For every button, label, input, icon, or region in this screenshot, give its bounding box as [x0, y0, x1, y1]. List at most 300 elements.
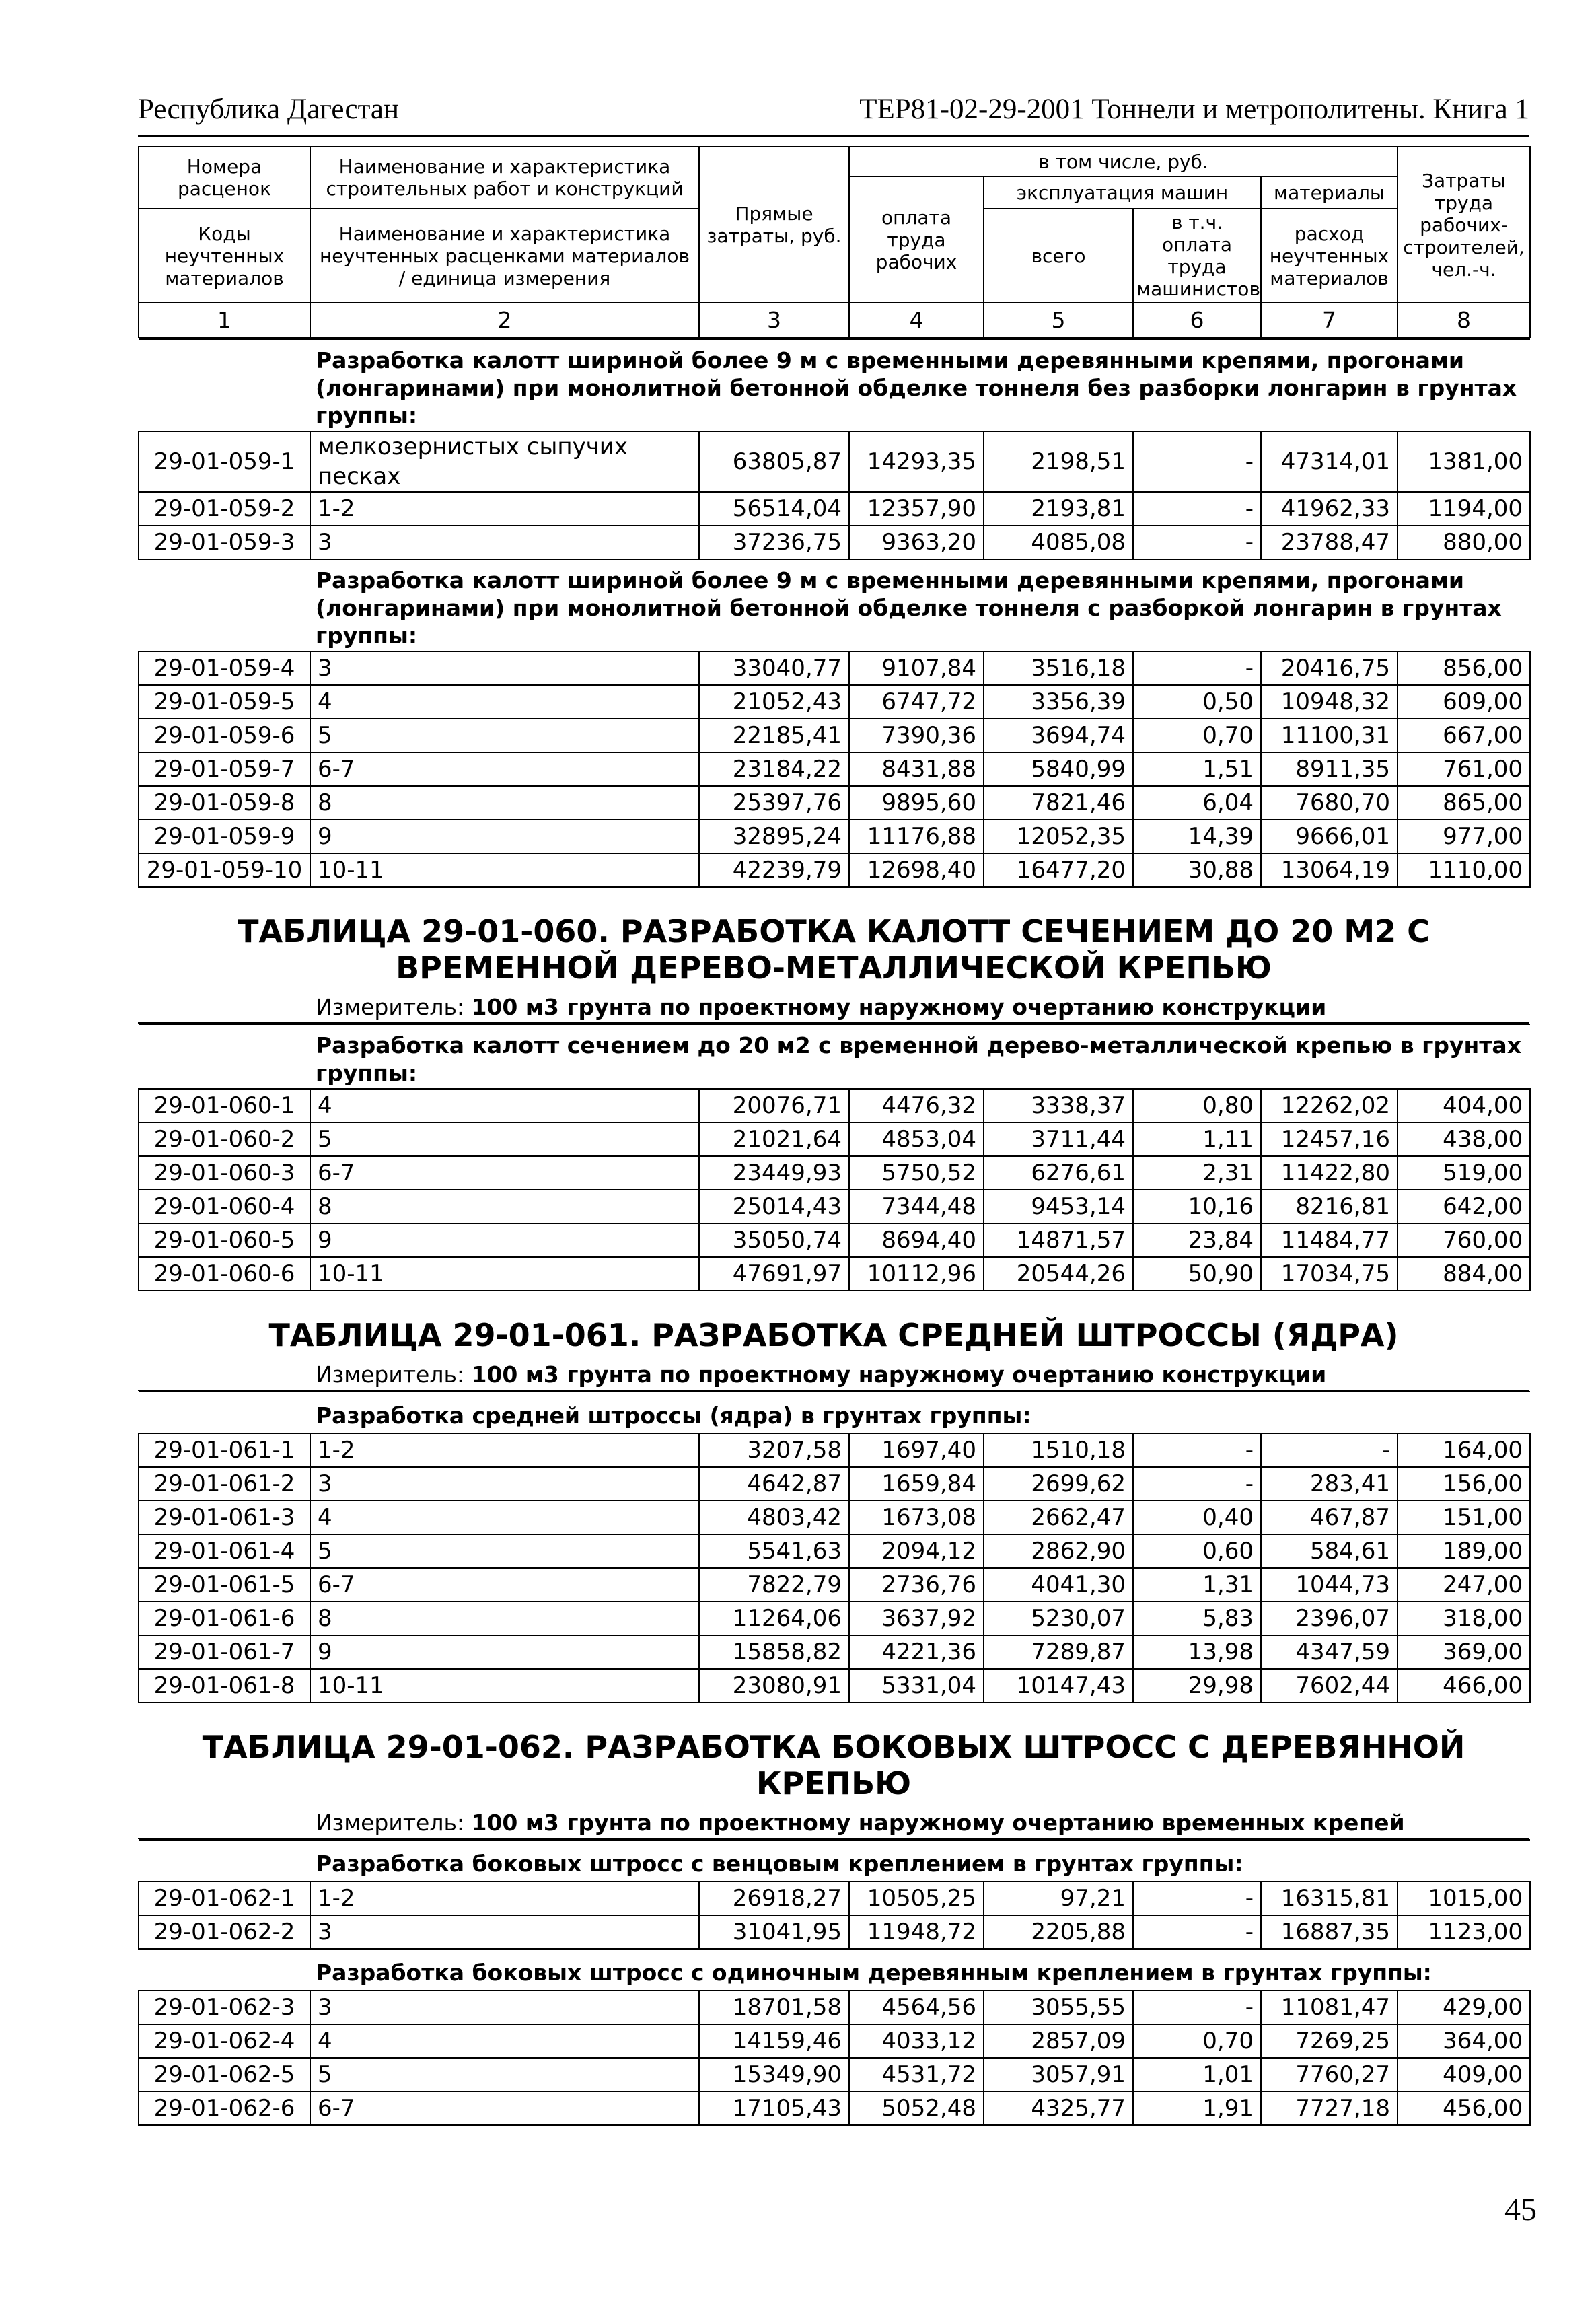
col-machinist-pay: в т.ч. оплата труда машинистов — [1133, 209, 1261, 303]
table-row — [139, 1915, 1530, 1949]
rate-value: 29,98 — [1133, 1669, 1261, 1703]
rate-value: 3516,18 — [984, 651, 1133, 685]
rate-value: 16315,81 — [1261, 1882, 1398, 1915]
col-num: 3 — [699, 303, 849, 338]
rate-code: 29-01-062-6 — [139, 2092, 310, 2125]
rate-code: 29-01-059-2 — [139, 492, 310, 526]
rate-name: 3 — [310, 1467, 699, 1501]
rate-value: 20544,26 — [984, 1257, 1133, 1291]
rate-value: 14,39 — [1133, 820, 1261, 853]
section-heading: Разработка боковых штросс с одиночным деревянным креплением в грунтах группы: — [310, 1949, 1530, 1991]
rate-value: 2662,47 — [984, 1501, 1133, 1534]
rate-value: 14159,46 — [699, 2024, 849, 2058]
rate-code: 29-01-060-6 — [139, 1257, 310, 1291]
rate-value: 9363,20 — [849, 526, 984, 559]
rate-value: - — [1133, 1467, 1261, 1501]
rate-code: 29-01-059-5 — [139, 685, 310, 719]
rate-value: 21052,43 — [699, 685, 849, 719]
rate-value: 41962,33 — [1261, 492, 1398, 526]
rate-value: 2857,09 — [984, 2024, 1133, 2058]
rate-value: 1,31 — [1133, 1568, 1261, 1602]
table-meter — [138, 1808, 1529, 1839]
rate-value: 4347,59 — [1261, 1635, 1398, 1669]
rate-value: 456,00 — [1398, 2092, 1530, 2125]
rate-name: 4 — [310, 1089, 699, 1122]
table-title: ТАБЛИЦА 29-01-062. РАЗРАБОТКА БОКОВЫХ ШТРОСС С ДЕРЕВЯННОЙ КРЕПЬЮ — [202, 1729, 1465, 1801]
section-heading: Разработка калотт сечением до 20 м2 с временной дерево-металлической крепью в грунтах группы: — [310, 1024, 1530, 1089]
rate-name: 3 — [310, 1915, 699, 1949]
rate-code: 29-01-060-4 — [139, 1190, 310, 1223]
rate-code: 29-01-059-9 — [139, 820, 310, 853]
rate-value: 23788,47 — [1261, 526, 1398, 559]
table-row — [139, 1156, 1530, 1190]
rate-value: 9895,60 — [849, 786, 984, 820]
rate-value: 10948,32 — [1261, 685, 1398, 719]
table-row — [139, 1534, 1530, 1568]
rate-value: 761,00 — [1398, 752, 1530, 786]
rate-value: 6747,72 — [849, 685, 984, 719]
rate-name: 3 — [310, 1991, 699, 2024]
rate-value: 4803,42 — [699, 1501, 849, 1534]
rate-name: 6-7 — [310, 2092, 699, 2125]
table-row — [139, 1501, 1530, 1534]
rate-value: 16887,35 — [1261, 1915, 1398, 1949]
rate-value: 1697,40 — [849, 1433, 984, 1467]
rate-value: 5840,99 — [984, 752, 1133, 786]
rate-value: 20076,71 — [699, 1089, 849, 1122]
rate-value: 25397,76 — [699, 786, 849, 820]
rate-value: 364,00 — [1398, 2024, 1530, 2058]
rate-value: 369,00 — [1398, 1635, 1530, 1669]
rate-value: 42239,79 — [699, 853, 849, 887]
rate-value: 12698,40 — [849, 853, 984, 887]
rate-name: 9 — [310, 820, 699, 853]
rate-value: 4085,08 — [984, 526, 1133, 559]
rate-value: 283,41 — [1261, 1467, 1398, 1501]
table-row — [139, 719, 1530, 752]
rate-name: 8 — [310, 1602, 699, 1635]
rate-value: 17034,75 — [1261, 1257, 1398, 1291]
rate-value: 22185,41 — [699, 719, 849, 752]
rate-value: 1110,00 — [1398, 853, 1530, 887]
table-row — [139, 853, 1530, 887]
rate-value: 977,00 — [1398, 820, 1530, 853]
rate-value: 23080,91 — [699, 1669, 849, 1703]
rate-code: 29-01-062-3 — [139, 1991, 310, 2024]
rate-value: 23184,22 — [699, 752, 849, 786]
rate-code: 29-01-062-1 — [139, 1882, 310, 1915]
rate-value: 4221,36 — [849, 1635, 984, 1669]
rates-table — [138, 1391, 1531, 1703]
rate-code: 29-01-061-5 — [139, 1568, 310, 1602]
rate-value: 5750,52 — [849, 1156, 984, 1190]
table-row — [139, 2024, 1530, 2058]
rate-value: 17105,43 — [699, 2092, 849, 2125]
rate-value: 2205,88 — [984, 1915, 1133, 1949]
rate-value: - — [1133, 1991, 1261, 2024]
rate-value: 466,00 — [1398, 1669, 1530, 1703]
table-row — [139, 1635, 1530, 1669]
rates-table — [138, 338, 1531, 888]
section-heading-row — [139, 559, 1530, 651]
rate-code: 29-01-061-4 — [139, 1534, 310, 1568]
rate-value: 1,51 — [1133, 752, 1261, 786]
rate-value: 8216,81 — [1261, 1190, 1398, 1223]
section-spacer — [139, 1840, 310, 1882]
rate-value: 438,00 — [1398, 1122, 1530, 1156]
rate-value: 7680,70 — [1261, 786, 1398, 820]
rate-value: 56514,04 — [699, 492, 849, 526]
col-materials-use: расход неучтенных материалов — [1261, 209, 1398, 303]
rate-value: 4564,56 — [849, 1991, 984, 2024]
rate-value: 429,00 — [1398, 1991, 1530, 2024]
rate-value: 5541,63 — [699, 1534, 849, 1568]
table-row — [139, 1467, 1530, 1501]
rate-value: 15858,82 — [699, 1635, 849, 1669]
rate-name: 4 — [310, 685, 699, 719]
rate-value: 37236,75 — [699, 526, 849, 559]
section-heading: Разработка калотт шириной более 9 м с временными деревянными крепями, прогонами (лонгаринами) при монолитной бетонной обделке тоннеля с разборкой лонгарин в грунтах группы: — [310, 559, 1530, 651]
section-spacer — [139, 1949, 310, 1991]
rate-value: 2094,12 — [849, 1534, 984, 1568]
table-row — [139, 1882, 1530, 1915]
rate-value: 0,50 — [1133, 685, 1261, 719]
rate-value: 1,11 — [1133, 1122, 1261, 1156]
rate-value: - — [1133, 1882, 1261, 1915]
col-num: 8 — [1398, 303, 1530, 338]
meter-label: Измеритель: — [316, 1810, 472, 1836]
rate-name: 5 — [310, 1122, 699, 1156]
rate-name: 6-7 — [310, 752, 699, 786]
rate-name: 6-7 — [310, 1568, 699, 1602]
rate-value: 3711,44 — [984, 1122, 1133, 1156]
rate-value: 4041,30 — [984, 1568, 1133, 1602]
rate-code: 29-01-061-7 — [139, 1635, 310, 1669]
meter-value: 100 м3 грунта по проектному наружному очертанию конструкции — [471, 1361, 1327, 1388]
rate-name: 10-11 — [310, 853, 699, 887]
rate-value: 1123,00 — [1398, 1915, 1530, 1949]
rate-value: 1,91 — [1133, 2092, 1261, 2125]
section-heading: Разработка средней штроссы (ядра) в грунтах группы: — [310, 1392, 1530, 1433]
col-incl: в том числе, руб. — [849, 147, 1398, 176]
rate-value: 3694,74 — [984, 719, 1133, 752]
rate-name: 5 — [310, 719, 699, 752]
tables-container — [138, 913, 1529, 2126]
rate-code: 29-01-059-7 — [139, 752, 310, 786]
rate-value: 10112,96 — [849, 1257, 984, 1291]
col-machines-total: всего — [984, 209, 1133, 303]
document-page — [138, 86, 1529, 2126]
rate-value: 2198,51 — [984, 431, 1133, 492]
rate-value: 760,00 — [1398, 1223, 1530, 1257]
table-title: ТАБЛИЦА 29-01-061. РАЗРАБОТКА СРЕДНЕЙ ШТРОССЫ (ЯДРА) — [268, 1317, 1399, 1353]
rate-value: 1510,18 — [984, 1433, 1133, 1467]
rate-value: 8911,35 — [1261, 752, 1398, 786]
header-document-code: ТЕР81-02-29-2001 Тоннели и метрополитены. Книга 1 — [859, 94, 1529, 125]
rate-value: 609,00 — [1398, 685, 1530, 719]
table-meter — [138, 1360, 1529, 1391]
rate-value: 1044,73 — [1261, 1568, 1398, 1602]
col-name-top: Наименование и характеристика строительных работ и конструкций — [310, 147, 699, 209]
rate-name: 3 — [310, 526, 699, 559]
table-row — [139, 685, 1530, 719]
rate-value: 3338,37 — [984, 1089, 1133, 1122]
rate-value: 50,90 — [1133, 1257, 1261, 1291]
rate-value: 865,00 — [1398, 786, 1530, 820]
rate-code: 29-01-061-8 — [139, 1669, 310, 1703]
section-heading-row — [139, 1949, 1530, 1991]
rate-value: 11081,47 — [1261, 1991, 1398, 2024]
rate-value: - — [1133, 651, 1261, 685]
table-row — [139, 2092, 1530, 2125]
rate-name: 4 — [310, 1501, 699, 1534]
rate-value: 1659,84 — [849, 1467, 984, 1501]
rate-code: 29-01-060-2 — [139, 1122, 310, 1156]
rate-name: 3 — [310, 651, 699, 685]
rate-value: 13064,19 — [1261, 853, 1398, 887]
rate-value: 1673,08 — [849, 1501, 984, 1534]
rate-name: 9 — [310, 1223, 699, 1257]
rate-code: 29-01-061-1 — [139, 1433, 310, 1467]
rate-value: 2396,07 — [1261, 1602, 1398, 1635]
rate-code: 29-01-059-3 — [139, 526, 310, 559]
col-num: 7 — [1261, 303, 1398, 338]
rate-value: 164,00 — [1398, 1433, 1530, 1467]
col-num: 5 — [984, 303, 1133, 338]
col-codes-bottom: Коды неучтенных материалов — [139, 209, 310, 303]
table-row — [139, 752, 1530, 786]
table-block — [138, 1317, 1529, 1703]
header-region: Республика Дагестан — [138, 94, 400, 125]
col-materials: материалы — [1261, 176, 1398, 209]
rate-value: 7344,48 — [849, 1190, 984, 1223]
rate-value: 642,00 — [1398, 1190, 1530, 1223]
rates-table — [138, 1839, 1531, 2126]
rates-table — [138, 1024, 1531, 1291]
rate-value: 11484,77 — [1261, 1223, 1398, 1257]
section-spacer — [139, 1024, 310, 1089]
rate-value: 63805,87 — [699, 431, 849, 492]
rate-value: 247,00 — [1398, 1568, 1530, 1602]
col-num: 6 — [1133, 303, 1261, 338]
rate-code: 29-01-060-1 — [139, 1089, 310, 1122]
meter-label: Измеритель: — [316, 1361, 472, 1388]
rate-value: 1,01 — [1133, 2058, 1261, 2092]
rate-value: 3637,92 — [849, 1602, 984, 1635]
rate-value: 4531,72 — [849, 2058, 984, 2092]
rate-name: 5 — [310, 2058, 699, 2092]
rate-value: - — [1133, 526, 1261, 559]
rate-value: 9666,01 — [1261, 820, 1398, 853]
col-direct-costs: Прямые затраты, руб. — [699, 147, 849, 303]
section-spacer — [139, 559, 310, 651]
rate-value: 2699,62 — [984, 1467, 1133, 1501]
rate-value: 12052,35 — [984, 820, 1133, 853]
rate-code: 29-01-062-2 — [139, 1915, 310, 1949]
rate-value: 31041,95 — [699, 1915, 849, 1949]
rate-value: 7289,87 — [984, 1635, 1133, 1669]
rate-value: 318,00 — [1398, 1602, 1530, 1635]
rate-value: 5230,07 — [984, 1602, 1133, 1635]
rate-code: 29-01-061-6 — [139, 1602, 310, 1635]
rate-value: 14293,35 — [849, 431, 984, 492]
table-block — [138, 1729, 1529, 2126]
rate-value: 7602,44 — [1261, 1669, 1398, 1703]
rate-code: 29-01-061-2 — [139, 1467, 310, 1501]
rate-value: 4325,77 — [984, 2092, 1133, 2125]
rate-value: 23449,93 — [699, 1156, 849, 1190]
col-name-bottom: Наименование и характеристика неучтенных расценками материалов / единица измерения — [310, 209, 699, 303]
rate-value: 880,00 — [1398, 526, 1530, 559]
section-heading: Разработка боковых штросс с венцовым креплением в грунтах группы: — [310, 1840, 1530, 1882]
rate-name: 5 — [310, 1534, 699, 1568]
table-meter — [138, 993, 1529, 1024]
rate-value: 11422,80 — [1261, 1156, 1398, 1190]
column-header-table — [138, 146, 1531, 338]
rate-name: 10-11 — [310, 1669, 699, 1703]
rate-value: 7727,18 — [1261, 2092, 1398, 2125]
rate-value: 2193,81 — [984, 492, 1133, 526]
section-heading-row — [139, 1392, 1530, 1433]
rate-value: 0,40 — [1133, 1501, 1261, 1534]
table-row — [139, 1568, 1530, 1602]
rate-code: 29-01-062-4 — [139, 2024, 310, 2058]
rate-value: 33040,77 — [699, 651, 849, 685]
rate-value: 409,00 — [1398, 2058, 1530, 2092]
rate-value: 26918,27 — [699, 1882, 849, 1915]
rate-value: 15349,90 — [699, 2058, 849, 2092]
table-row — [139, 1089, 1530, 1122]
rate-value: 6,04 — [1133, 786, 1261, 820]
rate-value: 5331,04 — [849, 1669, 984, 1703]
table-row — [139, 1190, 1530, 1223]
rate-value: 404,00 — [1398, 1089, 1530, 1122]
rate-value: 151,00 — [1398, 1501, 1530, 1534]
rate-value: - — [1261, 1433, 1398, 1467]
table-row — [139, 1223, 1530, 1257]
rate-name: 1-2 — [310, 1882, 699, 1915]
rate-value: 519,00 — [1398, 1156, 1530, 1190]
rate-code: 29-01-059-6 — [139, 719, 310, 752]
rate-name: 8 — [310, 1190, 699, 1223]
rate-value: 97,21 — [984, 1882, 1133, 1915]
rate-value: 2862,90 — [984, 1534, 1133, 1568]
table-title: ТАБЛИЦА 29-01-060. РАЗРАБОТКА КАЛОТТ СЕЧЕНИЕМ ДО 20 М2 С ВРЕМЕННОЙ ДЕРЕВО-МЕТАЛЛИЧЕСКОЙ КРЕПЬЮ — [238, 913, 1430, 986]
rate-value: 21021,64 — [699, 1122, 849, 1156]
rate-value: 7760,27 — [1261, 2058, 1398, 2092]
rate-name: 8 — [310, 786, 699, 820]
rate-value: 5052,48 — [849, 2092, 984, 2125]
rate-value: 0,70 — [1133, 719, 1261, 752]
rate-value: 20416,75 — [1261, 651, 1398, 685]
rate-value: 3055,55 — [984, 1991, 1133, 2024]
table-row — [139, 1669, 1530, 1703]
page-number: 45 — [1504, 2192, 1537, 2227]
section-heading-row — [139, 1840, 1530, 1882]
rate-value: 0,80 — [1133, 1089, 1261, 1122]
table-row — [139, 1257, 1530, 1291]
meter-label: Измеритель: — [316, 994, 472, 1020]
rate-name: мелкозернистых сыпучих песках — [310, 431, 699, 492]
rate-value: 12457,16 — [1261, 1122, 1398, 1156]
rate-value: 4853,04 — [849, 1122, 984, 1156]
rate-value: - — [1133, 492, 1261, 526]
rate-value: 7390,36 — [849, 719, 984, 752]
rate-value: 1015,00 — [1398, 1882, 1530, 1915]
table-row — [139, 1602, 1530, 1635]
table-row — [139, 1433, 1530, 1467]
rate-value: 18701,58 — [699, 1991, 849, 2024]
rate-value: 11948,72 — [849, 1915, 984, 1949]
rate-value: 0,70 — [1133, 2024, 1261, 2058]
rate-value: 884,00 — [1398, 1257, 1530, 1291]
rate-value: 9453,14 — [984, 1190, 1133, 1223]
section-heading-row — [139, 1024, 1530, 1089]
rate-value: 2736,76 — [849, 1568, 984, 1602]
rate-value: 13,98 — [1133, 1635, 1261, 1669]
rate-value: 25014,43 — [699, 1190, 849, 1223]
table-row — [139, 492, 1530, 526]
rate-value: 35050,74 — [699, 1223, 849, 1257]
rate-value: 667,00 — [1398, 719, 1530, 752]
table-block — [138, 913, 1529, 1291]
col-machines: эксплуатация машин — [984, 176, 1261, 209]
rate-value: 12262,02 — [1261, 1089, 1398, 1122]
table-row — [139, 431, 1530, 492]
rate-code: 29-01-060-3 — [139, 1156, 310, 1190]
rate-value: 8694,40 — [849, 1223, 984, 1257]
rate-value: 1194,00 — [1398, 492, 1530, 526]
rate-value: 30,88 — [1133, 853, 1261, 887]
rate-value: 7822,79 — [699, 1568, 849, 1602]
rate-value: 4476,32 — [849, 1089, 984, 1122]
rate-value: 467,87 — [1261, 1501, 1398, 1534]
col-num: 2 — [310, 303, 699, 338]
rate-value: 16477,20 — [984, 853, 1133, 887]
rate-value: 2,31 — [1133, 1156, 1261, 1190]
table-row — [139, 651, 1530, 685]
rate-name: 10-11 — [310, 1257, 699, 1291]
rate-value: 10147,43 — [984, 1669, 1133, 1703]
header-rule — [138, 135, 1529, 137]
section-heading-row — [139, 339, 1530, 431]
rate-name: 9 — [310, 1635, 699, 1669]
col-labor: Затраты труда рабочих-строителей, чел.-ч. — [1398, 147, 1530, 303]
rate-code: 29-01-059-10 — [139, 853, 310, 887]
section-heading: Разработка калотт шириной более 9 м с временными деревянными крепями, прогонами (лонгаринами) при монолитной бетонной обделке тоннеля без разборки лонгарин в грунтах группы: — [310, 339, 1530, 431]
section-spacer — [139, 1392, 310, 1433]
rate-value: - — [1133, 431, 1261, 492]
rate-name: 4 — [310, 2024, 699, 2058]
rate-value: 6276,61 — [984, 1156, 1133, 1190]
rate-value: 8431,88 — [849, 752, 984, 786]
rate-value: 856,00 — [1398, 651, 1530, 685]
rate-value: - — [1133, 1433, 1261, 1467]
rate-value: 4033,12 — [849, 2024, 984, 2058]
rate-value: - — [1133, 1915, 1261, 1949]
rate-value: 47691,97 — [699, 1257, 849, 1291]
col-num: 1 — [139, 303, 310, 338]
rate-value: 156,00 — [1398, 1467, 1530, 1501]
rate-code: 29-01-061-3 — [139, 1501, 310, 1534]
table-row — [139, 820, 1530, 853]
rate-value: 4642,87 — [699, 1467, 849, 1501]
rate-name: 1-2 — [310, 1433, 699, 1467]
rate-value: 11264,06 — [699, 1602, 849, 1635]
rate-value: 32895,24 — [699, 820, 849, 853]
meter-value: 100 м3 грунта по проектному наружному очертанию временных крепей — [471, 1810, 1405, 1836]
running-header — [138, 86, 1529, 133]
